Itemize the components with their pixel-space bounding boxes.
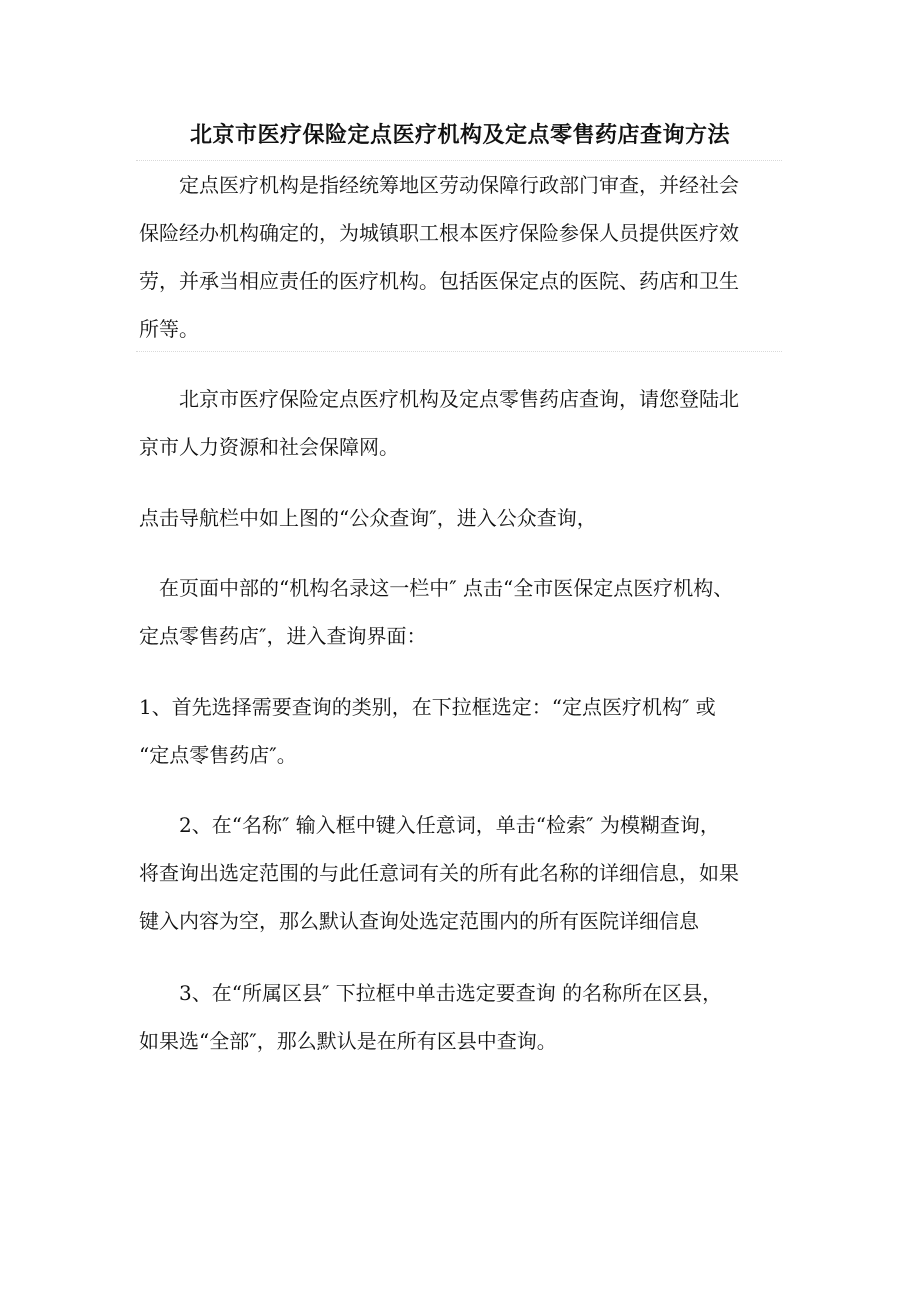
directory-line: 在页面中部的“机构名录这一栏中″ 点击“全市医保定点医疗机构、	[139, 576, 734, 600]
step1-paragraph	[139, 683, 787, 779]
directory-line: 定点零售药店″，进入查询界面：	[139, 624, 427, 648]
intro-paragraph	[139, 161, 787, 353]
step1-line: 1、首先选择需要查询的类别，在下拉框选定：“定点医疗机构″ 或	[139, 695, 716, 719]
step3-line: 如果选“全部″，那么默认是在所有区县中查询。	[139, 1029, 557, 1053]
step2-paragraph	[139, 801, 787, 945]
nav-paragraph	[139, 494, 787, 542]
intro-line: 劳，并承当相应责任的医疗机构。包括医保定点的医院、药店和卫生	[139, 269, 739, 293]
step2-line: 2、在“名称″ 输入框中键入任意词，单击“检索″ 为模糊查询，	[139, 813, 720, 837]
step2-line: 键入内容为空，那么默认查询处选定范围内的所有医院详细信息	[139, 909, 699, 933]
step3-line: 3、在“所属区县″ 下拉框中单击选定要查询 的名称所在区县，	[139, 981, 723, 1005]
login-line: 北京市医疗保险定点医疗机构及定点零售药店查询，请您登陆北	[139, 387, 739, 411]
step3-paragraph	[139, 969, 787, 1065]
intro-line: 定点医疗机构是指经统筹地区劳动保障行政部门审查，并经社会	[139, 173, 739, 197]
login-line: 京市人力资源和社会保障网。	[139, 435, 399, 459]
step1-line: “定点零售药店″。	[139, 743, 297, 767]
directory-paragraph	[139, 564, 787, 660]
step2-line: 将查询出选定范围的与此任意词有关的所有此名称的详细信息，如果	[139, 861, 739, 885]
login-paragraph	[139, 375, 787, 471]
intro-line: 所等。	[139, 317, 199, 341]
intro-line: 保险经办机构确定的，为城镇职工根本医疗保险参保人员提供医疗效	[139, 221, 739, 245]
document-title: 北京市医疗保险定点医疗机构及定点零售药店查询方法	[189, 122, 730, 148]
nav-line: 点击导航栏中如上图的“公众查询″，进入公众查询，	[139, 506, 597, 530]
